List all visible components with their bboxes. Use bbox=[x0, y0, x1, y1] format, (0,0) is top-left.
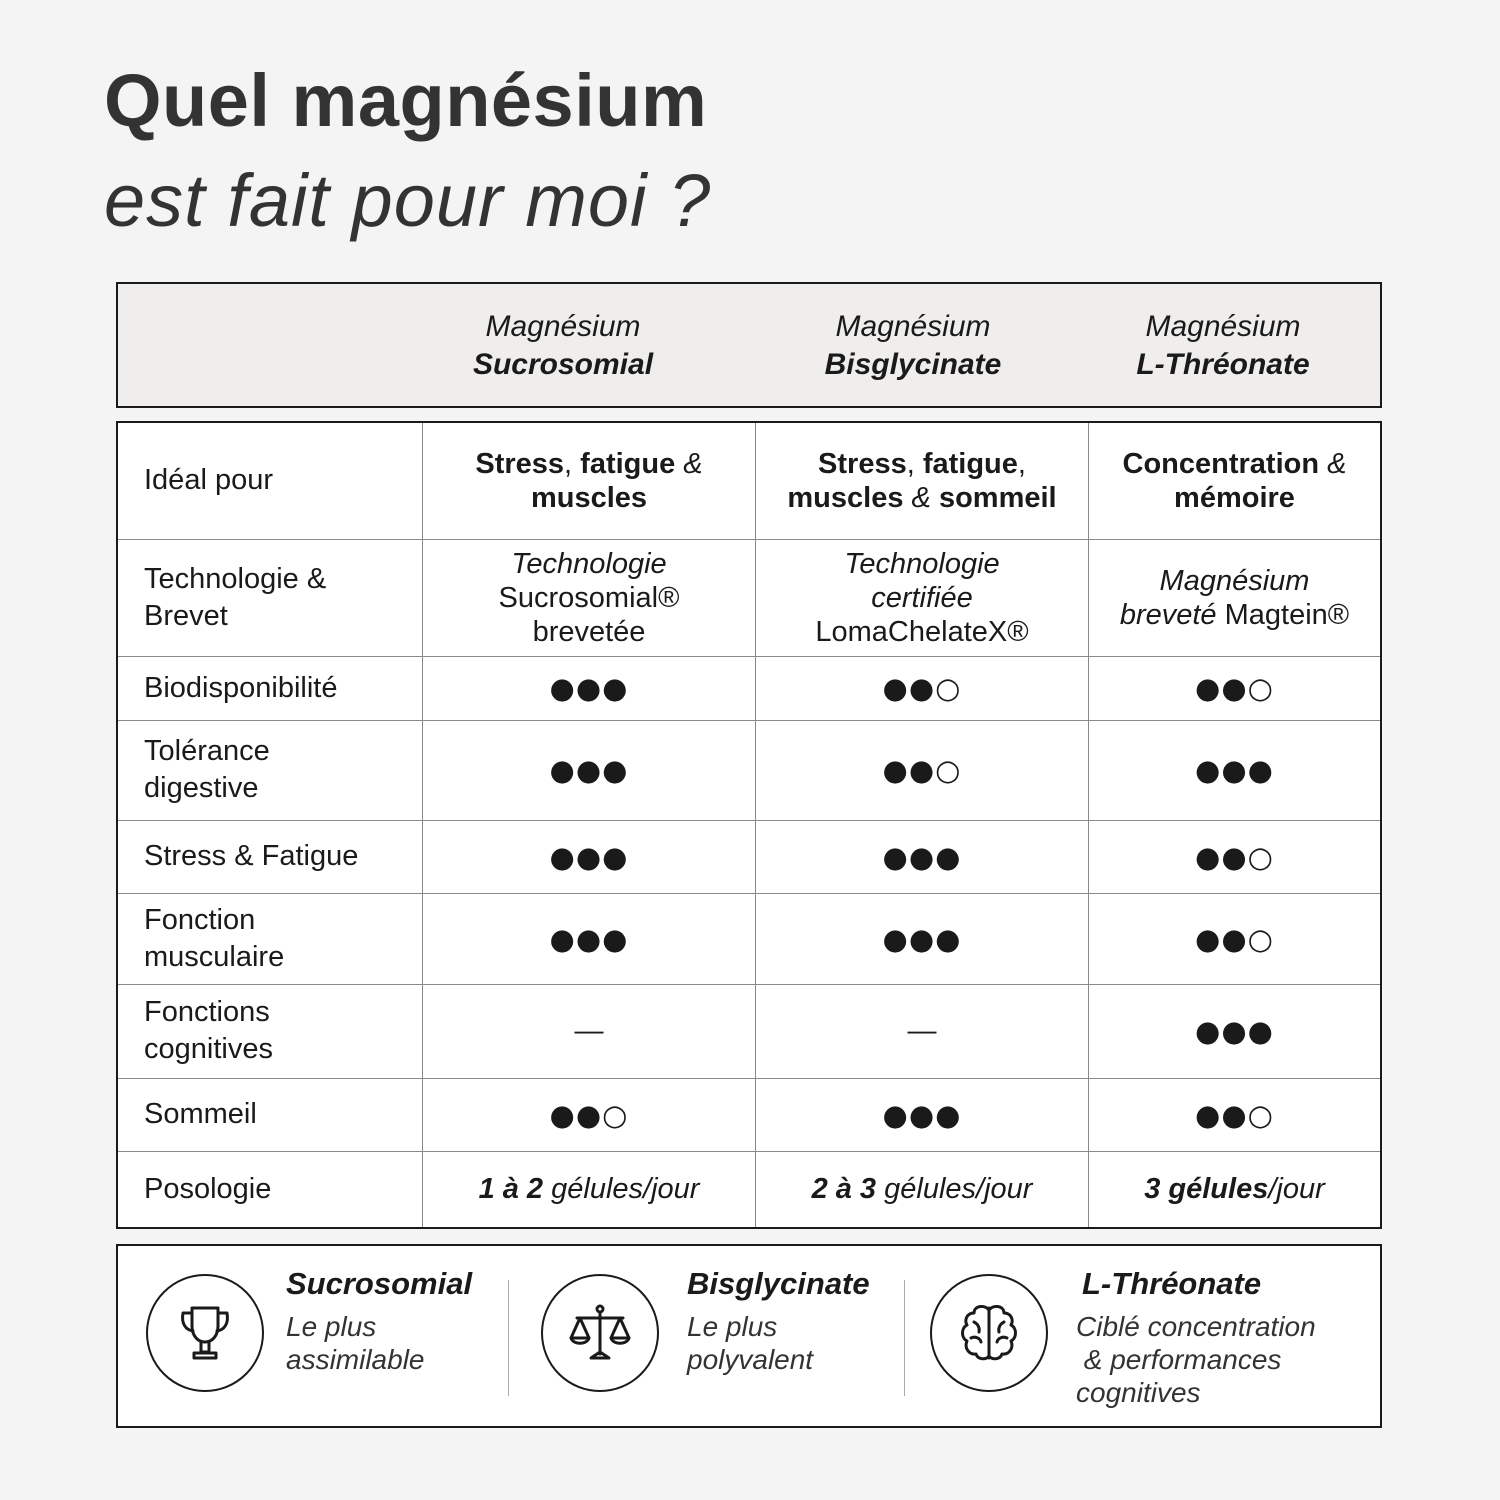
legend-divider bbox=[508, 1280, 509, 1396]
header-col-line2: Sucrosomial bbox=[472, 348, 654, 381]
rating-dots: ●●● bbox=[756, 1078, 1089, 1151]
legend-title: L-Thréonate bbox=[1082, 1266, 1262, 1301]
cell-ideal-sucrosomial bbox=[423, 422, 756, 539]
table-row-muscle bbox=[117, 893, 1381, 984]
rating-dots: ●●● bbox=[1089, 984, 1382, 1078]
rating-dots: ●●○ bbox=[756, 656, 1089, 720]
legend-desc-line: polyvalent bbox=[687, 1344, 814, 1375]
table-row-ideal bbox=[117, 422, 1381, 539]
cell-text: 1 à 2 bbox=[478, 1173, 544, 1206]
legend-desc-line: Le plus bbox=[286, 1311, 377, 1342]
rating-dots: ●●● bbox=[423, 720, 756, 820]
cell-text: Concentration bbox=[1122, 447, 1320, 480]
table-row-bio bbox=[117, 656, 1381, 720]
cell-text: Magnésium bbox=[1159, 564, 1310, 597]
legend-desc-line: cognitives bbox=[1076, 1377, 1201, 1408]
cell-text: Technologie bbox=[844, 547, 1000, 580]
header-col-bisglycinate bbox=[758, 308, 1068, 384]
cell-posology-bisglycinate bbox=[756, 1151, 1089, 1228]
cell-text: breveté bbox=[1119, 598, 1217, 631]
cell-text: & bbox=[903, 481, 939, 514]
row-label bbox=[117, 893, 423, 984]
legend-panel bbox=[116, 1244, 1382, 1428]
rating-dots: ●●● bbox=[423, 893, 756, 984]
legend-desc-line: Le plus bbox=[687, 1311, 778, 1342]
row-label bbox=[117, 720, 423, 820]
balance-scale-icon bbox=[541, 1274, 659, 1392]
rating-dots: ●●○ bbox=[423, 1078, 756, 1151]
cell-ideal-lthreonate bbox=[1089, 422, 1382, 539]
table-row-cognitive bbox=[117, 984, 1381, 1078]
row-label-line: Technologie & bbox=[144, 562, 327, 595]
header-col-lthreonate bbox=[1068, 308, 1378, 384]
trophy-icon bbox=[146, 1274, 264, 1392]
rating-dots: ●●● bbox=[423, 820, 756, 893]
row-label-line: digestive bbox=[144, 772, 259, 804]
legend-title: Bisglycinate bbox=[687, 1266, 870, 1301]
cell-text: Sucrosomial® bbox=[498, 581, 680, 614]
cell-text: Magtein® bbox=[1216, 598, 1350, 631]
page-subtitle: est fait pour moi ? bbox=[104, 159, 712, 242]
cell-tech-bisglycinate bbox=[756, 539, 1089, 656]
rating-dots: ●●○ bbox=[1089, 656, 1382, 720]
table-row-posology bbox=[117, 1151, 1381, 1228]
row-label bbox=[117, 539, 423, 656]
rating-dots: ●●○ bbox=[1089, 820, 1382, 893]
cell-text: LomaChelateX® bbox=[815, 615, 1029, 648]
legend-desc bbox=[286, 1310, 425, 1376]
cell-text: fatigue bbox=[922, 447, 1018, 480]
cell-text: fatigue bbox=[580, 447, 676, 480]
table-row-tolerance bbox=[117, 720, 1381, 820]
row-label-line: Fonction bbox=[144, 903, 256, 936]
cell-text: mémoire bbox=[1174, 481, 1295, 514]
header-col-line1: Magnésium bbox=[835, 310, 991, 343]
legend-item-lthreonate bbox=[904, 1246, 1374, 1426]
page-title: Quel magnésium bbox=[104, 59, 708, 142]
row-label bbox=[117, 984, 423, 1078]
table-header bbox=[116, 282, 1382, 408]
cell-text: muscles bbox=[530, 481, 648, 514]
legend-title: Sucrosomial bbox=[286, 1266, 473, 1301]
rating-dots: ●●● bbox=[756, 893, 1089, 984]
comparison-table bbox=[116, 421, 1382, 1229]
rating-dots: ●●● bbox=[756, 820, 1089, 893]
table-row-tech bbox=[117, 539, 1381, 656]
row-label-line: Tolérance bbox=[144, 735, 270, 767]
rating-dots: ●●● bbox=[423, 656, 756, 720]
rating-dots: ●●○ bbox=[756, 720, 1089, 820]
header-col-line1: Magnésium bbox=[485, 310, 641, 343]
brain-icon bbox=[930, 1274, 1048, 1392]
legend-desc-line: Ciblé concentration bbox=[1076, 1311, 1316, 1342]
cell-text: Technologie bbox=[511, 547, 667, 580]
row-label-line: cognitives bbox=[144, 1033, 273, 1065]
rating-dots: ●●○ bbox=[1089, 1078, 1382, 1151]
cell-text: muscles bbox=[787, 481, 904, 514]
header-col-line2: L-Thréonate bbox=[1136, 348, 1310, 381]
cell-text: , bbox=[906, 447, 923, 480]
cell-posology-sucrosomial bbox=[423, 1151, 756, 1228]
rating-dots: ●●● bbox=[1089, 720, 1382, 820]
cell-text: certifiée bbox=[871, 581, 973, 614]
cell-text: /jour bbox=[1268, 1173, 1325, 1206]
cell-text: brevetée bbox=[532, 615, 646, 648]
table-row-sleep bbox=[117, 1078, 1381, 1151]
rating-dots: ●●○ bbox=[1089, 893, 1382, 984]
row-label: Idéal pour bbox=[117, 422, 423, 539]
rating-dash: — bbox=[423, 984, 756, 1078]
legend-desc-line: assimilable bbox=[286, 1344, 425, 1375]
cell-ideal-bisglycinate bbox=[756, 422, 1089, 539]
row-label-line: Brevet bbox=[144, 599, 228, 632]
cell-text: , bbox=[1017, 447, 1026, 480]
row-label: Posologie bbox=[117, 1151, 423, 1228]
row-label: Stress & Fatigue bbox=[117, 820, 423, 893]
cell-text: gélules/jour bbox=[543, 1173, 700, 1206]
row-label-line: musculaire bbox=[144, 940, 285, 973]
legend-item-bisglycinate bbox=[513, 1246, 903, 1426]
cell-text: & bbox=[675, 447, 703, 480]
cell-text: sommeil bbox=[938, 481, 1057, 514]
legend-desc bbox=[1076, 1310, 1316, 1409]
rating-dash: — bbox=[756, 984, 1089, 1078]
cell-text: & bbox=[1319, 447, 1347, 480]
row-label: Sommeil bbox=[117, 1078, 423, 1151]
cell-tech-sucrosomial bbox=[423, 539, 756, 656]
table-row-stress bbox=[117, 820, 1381, 893]
cell-text: , bbox=[564, 447, 581, 480]
legend-item-sucrosomial bbox=[118, 1246, 513, 1426]
cell-text: gélules/jour bbox=[876, 1173, 1033, 1206]
cell-text: Stress bbox=[818, 447, 907, 480]
legend-desc-line: & performances bbox=[1076, 1344, 1282, 1375]
legend-desc bbox=[687, 1310, 813, 1376]
cell-posology-lthreonate bbox=[1089, 1151, 1382, 1228]
cell-text: 2 à 3 bbox=[811, 1173, 877, 1206]
row-label-line: Fonctions bbox=[144, 996, 270, 1028]
header-col-line1: Magnésium bbox=[1145, 310, 1301, 343]
cell-text: Stress bbox=[475, 447, 565, 480]
header-col-line2: Bisglycinate bbox=[824, 348, 1002, 381]
cell-text: 3 gélules bbox=[1144, 1173, 1269, 1206]
cell-tech-lthreonate bbox=[1089, 539, 1382, 656]
header-col-sucrosomial bbox=[408, 308, 718, 384]
row-label: Biodisponibilité bbox=[117, 656, 423, 720]
